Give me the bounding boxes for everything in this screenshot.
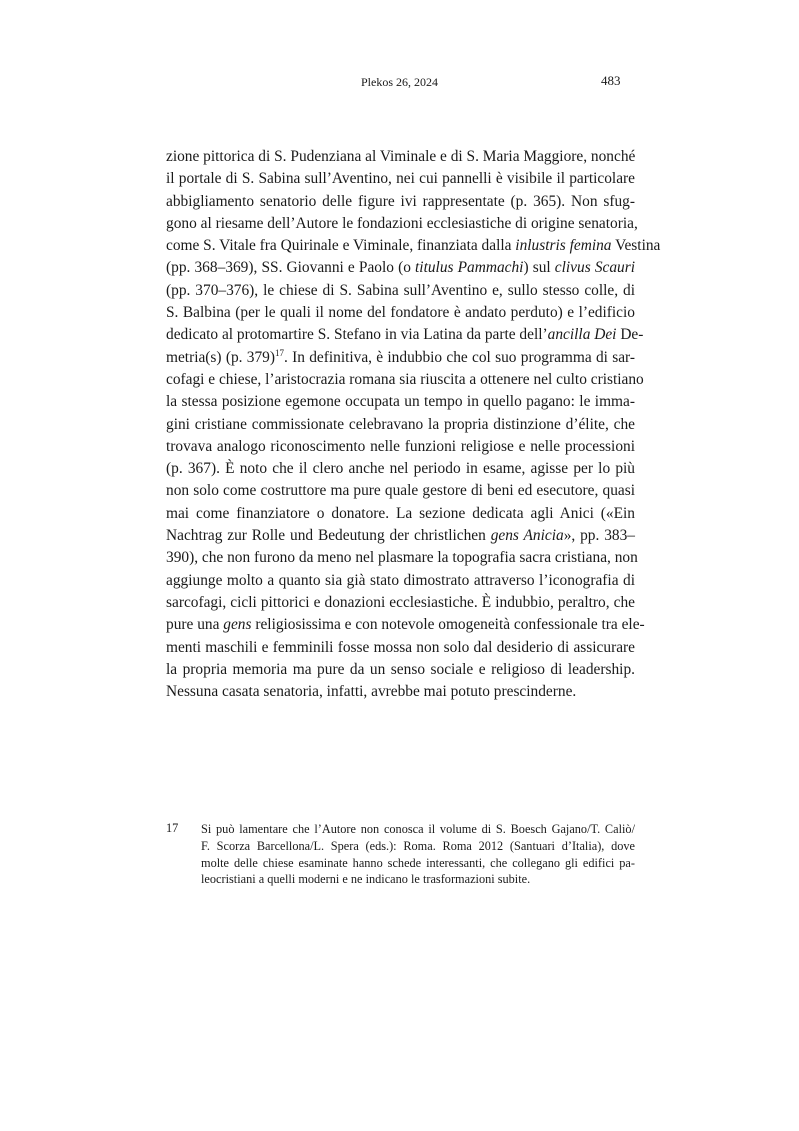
text-line bbox=[166, 547, 638, 569]
italic-text: inlustris femina bbox=[515, 237, 612, 255]
text-line bbox=[166, 681, 635, 703]
footnote-line: Si può lamentare che l’Autore non conosca il volume di S. Boesch Gajano/T. Caliò/ bbox=[201, 822, 635, 836]
text-segment: gini cristiane commissionate celebravano la propria distinzione d’élite, che bbox=[166, 415, 635, 433]
text-segment: metria(s) (p. 379) bbox=[166, 348, 275, 366]
text-line bbox=[166, 503, 635, 525]
text-segment: il portale di S. Sabina sull’Aventino, nei cui pannelli è visibile il particolare bbox=[166, 170, 635, 188]
text-line bbox=[166, 347, 635, 369]
italic-text: gens Anicia bbox=[490, 527, 564, 545]
text-line bbox=[166, 280, 635, 302]
text-line bbox=[166, 168, 635, 190]
running-title: Plekos 26, 2024 bbox=[360, 75, 438, 89]
text-segment: 390), che non furono da meno nel plasmare la topografia sacra cristiana, non bbox=[166, 549, 638, 567]
footnote-reference[interactable]: 17 bbox=[274, 347, 284, 358]
footnote-text bbox=[201, 821, 635, 888]
text-segment: come S. Vitale fra Quirinale e Viminale, finanziata dalla bbox=[166, 237, 516, 255]
text-line bbox=[166, 302, 635, 324]
italic-text: gens bbox=[223, 616, 252, 634]
text-segment: Vestina bbox=[611, 237, 661, 255]
italic-text: clivus Scauri bbox=[554, 259, 636, 277]
text-segment: la propria memoria ma pure da un senso sociale e religioso di leadership. bbox=[166, 660, 635, 678]
text-segment: abbigliamento senatorio delle figure ivi rappresentate (p. 365). Non sfug- bbox=[166, 192, 635, 210]
footnote-line: molte delle chiese esaminate hanno schede interessanti, che collegano gli edifici pa- bbox=[201, 855, 635, 870]
text-line bbox=[166, 257, 635, 279]
text-segment: Nessuna casata senatoria, infatti, avrebbe mai potuto prescinderne. bbox=[166, 683, 577, 701]
text-segment: la stessa posizione egemone occupata un tempo in quello pagano: le imma- bbox=[166, 393, 635, 411]
text-segment: », pp. 383– bbox=[563, 527, 635, 545]
text-line bbox=[166, 324, 644, 346]
footnote-line: F. Scorza Barcellona/L. Spera (eds.): Roma. Roma 2012 (Santuari d’Italia), dove bbox=[201, 838, 635, 853]
text-segment: Nachtrag zur Rolle und Bedeutung der christlichen bbox=[166, 527, 491, 545]
page-number: 483 bbox=[601, 73, 621, 88]
text-line bbox=[166, 191, 635, 213]
body-text bbox=[166, 146, 661, 703]
text-segment: ) sul bbox=[523, 259, 555, 277]
text-segment: S. Balbina (per le quali il nome del fondatore è andato perduto) e l’edificio bbox=[166, 304, 635, 322]
text-segment: (pp. 370–376), le chiese di S. Sabina sull’Aventino e, sullo stesso colle, di bbox=[166, 281, 635, 299]
text-segment: . In definitiva, è indubbio che col suo programma di sar- bbox=[283, 348, 635, 366]
text-line bbox=[166, 213, 638, 235]
text-segment: (p. 367). È noto che il clero anche nel periodo in esame, agisse per lo più bbox=[166, 460, 635, 478]
text-line bbox=[166, 637, 635, 659]
footnote-number: 17 bbox=[166, 821, 179, 835]
text-line bbox=[166, 525, 635, 547]
text-segment: zione pittorica di S. Pudenziana al Viminale e di S. Maria Maggiore, nonché bbox=[166, 148, 636, 165]
text-line bbox=[166, 659, 635, 681]
text-line bbox=[166, 369, 644, 391]
text-line bbox=[166, 146, 635, 168]
text-segment: trovava analogo riconoscimento nelle funzioni religiose e nelle processioni bbox=[166, 437, 635, 455]
text-segment: dedicato al protomartire S. Stefano in via Latina da parte dell’ bbox=[166, 326, 548, 344]
text-segment: (pp. 368–369), SS. Giovanni e Paolo (o bbox=[166, 259, 416, 277]
text-segment: non solo come costruttore ma pure quale gestore di beni ed esecutore, quasi bbox=[166, 482, 635, 500]
text-line bbox=[166, 414, 635, 436]
text-segment: menti maschili e femminili fosse mossa non solo dal desiderio di assicurare bbox=[166, 638, 635, 656]
text-segment: religiosissima e con notevole omogeneità confessionale tra ele- bbox=[251, 616, 645, 634]
text-segment: pure una bbox=[166, 616, 224, 634]
text-line bbox=[166, 391, 635, 413]
text-segment: sarcofagi, cicli pittorici e donazioni ecclesiastiche. È indubbio, peraltro, che bbox=[166, 593, 635, 611]
text-segment: mai come finanziatore o donatore. La sezione dedicata agli Anici («Ein bbox=[166, 504, 635, 522]
text-segment: gono al riesame dell’Autore le fondazioni ecclesiastiche di origine senatoria, bbox=[166, 214, 638, 232]
text-segment: aggiunge molto a quanto sia già stato dimostrato attraverso l’iconografia di bbox=[166, 571, 635, 589]
text-line bbox=[166, 235, 661, 257]
italic-text: titulus Pammachi bbox=[415, 259, 524, 277]
italic-text: ancilla Dei bbox=[547, 326, 617, 344]
text-line bbox=[166, 458, 635, 480]
text-segment: cofagi e chiese, l’aristocrazia romana sia riuscita a ottenere nel culto cristiano bbox=[166, 370, 644, 388]
text-line bbox=[166, 592, 635, 614]
footnote-line: leocristiani a quelli moderni e ne indicano le trasformazioni subite. bbox=[201, 872, 531, 887]
text-line bbox=[166, 614, 645, 636]
text-line bbox=[166, 570, 635, 592]
text-segment: De- bbox=[616, 326, 644, 344]
text-line bbox=[166, 480, 635, 502]
text-line bbox=[166, 436, 635, 458]
